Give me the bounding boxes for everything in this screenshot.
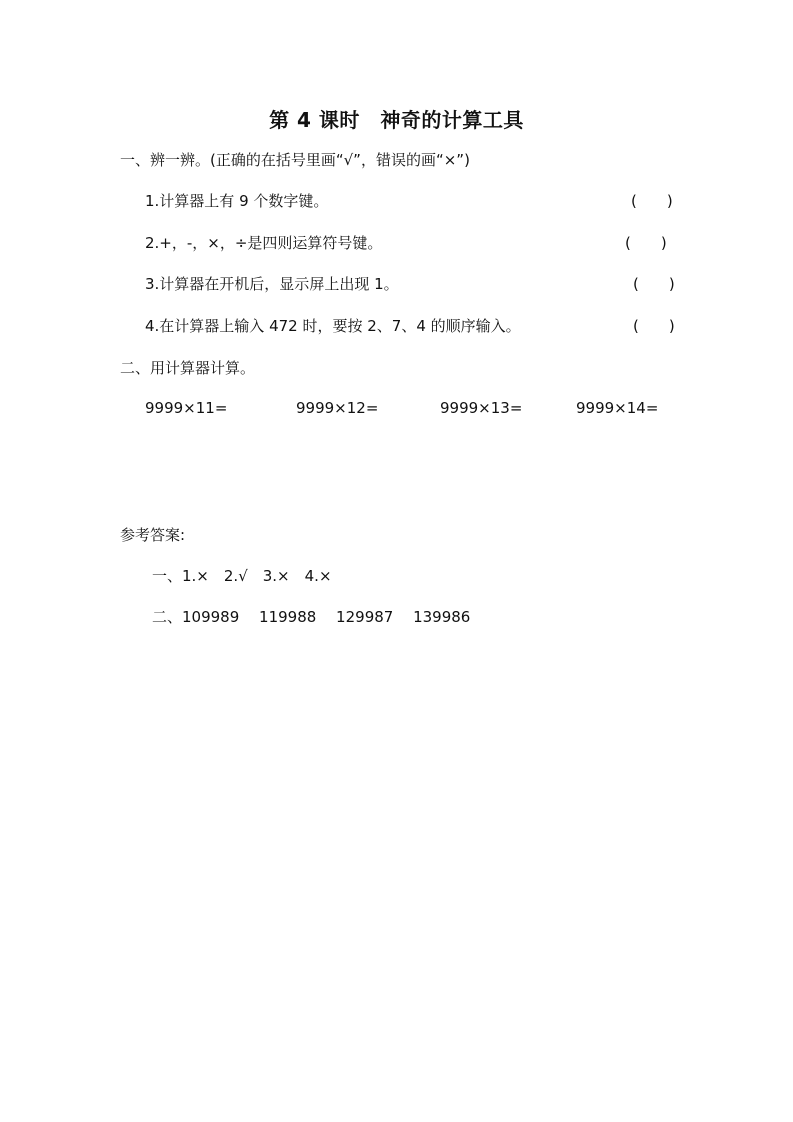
expression-1: 9999×11= <box>145 399 228 417</box>
question-3: 3.计算器在开机后，显示屏上出现 1。 <box>145 275 399 293</box>
question-1: 1.计算器上有 9 个数字键。 <box>145 192 329 210</box>
answer-paren-2: ( ) <box>625 234 667 252</box>
expression-3: 9999×13= <box>440 399 523 417</box>
question-2: 2.+，-，×，÷是四则运算符号键。 <box>145 234 383 252</box>
answers-line-2: 二、109989 119988 129987 139986 <box>152 608 471 626</box>
answers-line-1: 一、1.× 2.√ 3.× 4.× <box>152 567 332 585</box>
section2-heading: 二、用计算器计算。 <box>120 359 256 377</box>
section1-heading: 一、辨一辨。(正确的在括号里画“√”，错误的画“×”) <box>120 151 470 169</box>
page-title: 第 4 课时 神奇的计算工具 <box>269 108 524 132</box>
answer-paren-3: ( ) <box>633 275 675 293</box>
expression-4: 9999×14= <box>576 399 659 417</box>
expression-2: 9999×12= <box>296 399 379 417</box>
answer-paren-4: ( ) <box>633 317 675 335</box>
answers-heading: 参考答案: <box>120 526 186 544</box>
answer-paren-1: ( ) <box>631 192 673 210</box>
question-4: 4.在计算器上输入 472 时，要按 2、7、4 的顺序输入。 <box>145 317 521 335</box>
